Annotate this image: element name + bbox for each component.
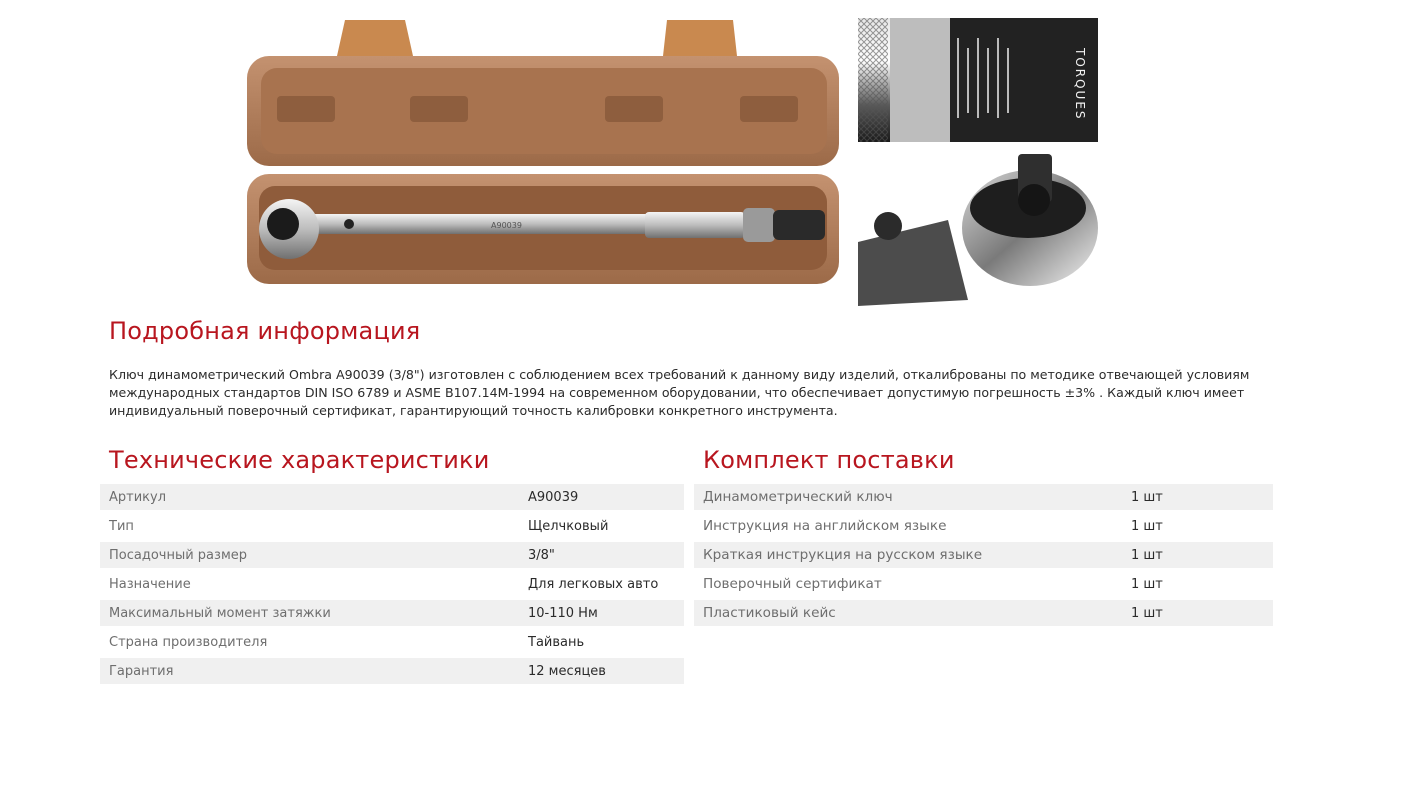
table-row [100, 568, 684, 600]
spec-value: Для легковых авто [528, 576, 659, 592]
product-photo-scale[interactable] [858, 18, 1098, 142]
info-heading: Подробная информация [109, 317, 421, 345]
kit-item: Поверочный сертификат [703, 576, 882, 592]
spec-key: Гарантия [100, 658, 528, 684]
product-photo-ratchet-head[interactable] [858, 150, 1098, 306]
kit-item: Краткая инструкция на русском языке [694, 542, 1131, 568]
kit-table [694, 484, 1273, 626]
table-row [100, 600, 684, 626]
spec-key: Назначение [109, 576, 191, 592]
specs-heading: Технические характеристики [109, 446, 490, 474]
table-row [100, 484, 684, 510]
kit-qty: 1 шт [1131, 484, 1273, 510]
kit-heading: Комплект поставки [703, 446, 955, 474]
table-row [694, 542, 1273, 568]
spec-value: Тайвань [528, 634, 585, 650]
table-row [100, 510, 684, 542]
kit-item: Пластиковый кейс [694, 600, 1131, 626]
kit-item: Динамометрический ключ [694, 484, 1131, 510]
table-row [694, 568, 1273, 600]
product-photo-case[interactable] [245, 16, 842, 286]
specs-table [100, 484, 684, 684]
product-description: Ключ динамометрический Ombra A90039 (3/8") изготовлен с соблюдением всех требований к данному виду изделий, откалиброваны по методике отвечающей условиям международных стандартов DIN ISO 6789 и ASME B107.14M-1994 на современном оборудовании, что обеспечивает допустимую погрешность ±3% . Каждый ключ имеет индивидуальный поверочный сертификат, гарантирующий точность калибровки конкретного инструмента. [109, 367, 1250, 418]
wrench-engraving: A90039 [491, 221, 522, 230]
spec-value: A90039 [528, 484, 684, 510]
kit-qty: 1 шт [1131, 542, 1273, 568]
spec-key: Посадочный размер [100, 542, 528, 568]
table-row [100, 658, 684, 684]
table-row [694, 484, 1273, 510]
spec-value: 12 месяцев [528, 658, 684, 684]
table-row [694, 600, 1273, 626]
spec-value: 10-110 Нм [528, 600, 684, 626]
spec-key: Тип [109, 518, 134, 534]
spec-key: Страна производителя [109, 634, 268, 650]
kit-item: Инструкция на английском языке [703, 518, 947, 534]
table-row [100, 542, 684, 568]
table-row [694, 510, 1273, 542]
kit-qty: 1 шт [1131, 576, 1163, 592]
kit-qty: 1 шт [1131, 600, 1273, 626]
spec-value: 3/8" [528, 542, 684, 568]
table-row [100, 626, 684, 658]
spec-key: Артикул [100, 484, 528, 510]
kit-qty: 1 шт [1131, 518, 1163, 534]
spec-key: Максимальный момент затяжки [100, 600, 528, 626]
spec-value: Щелчковый [528, 518, 609, 534]
scale-label: TORQUES [1073, 48, 1087, 121]
